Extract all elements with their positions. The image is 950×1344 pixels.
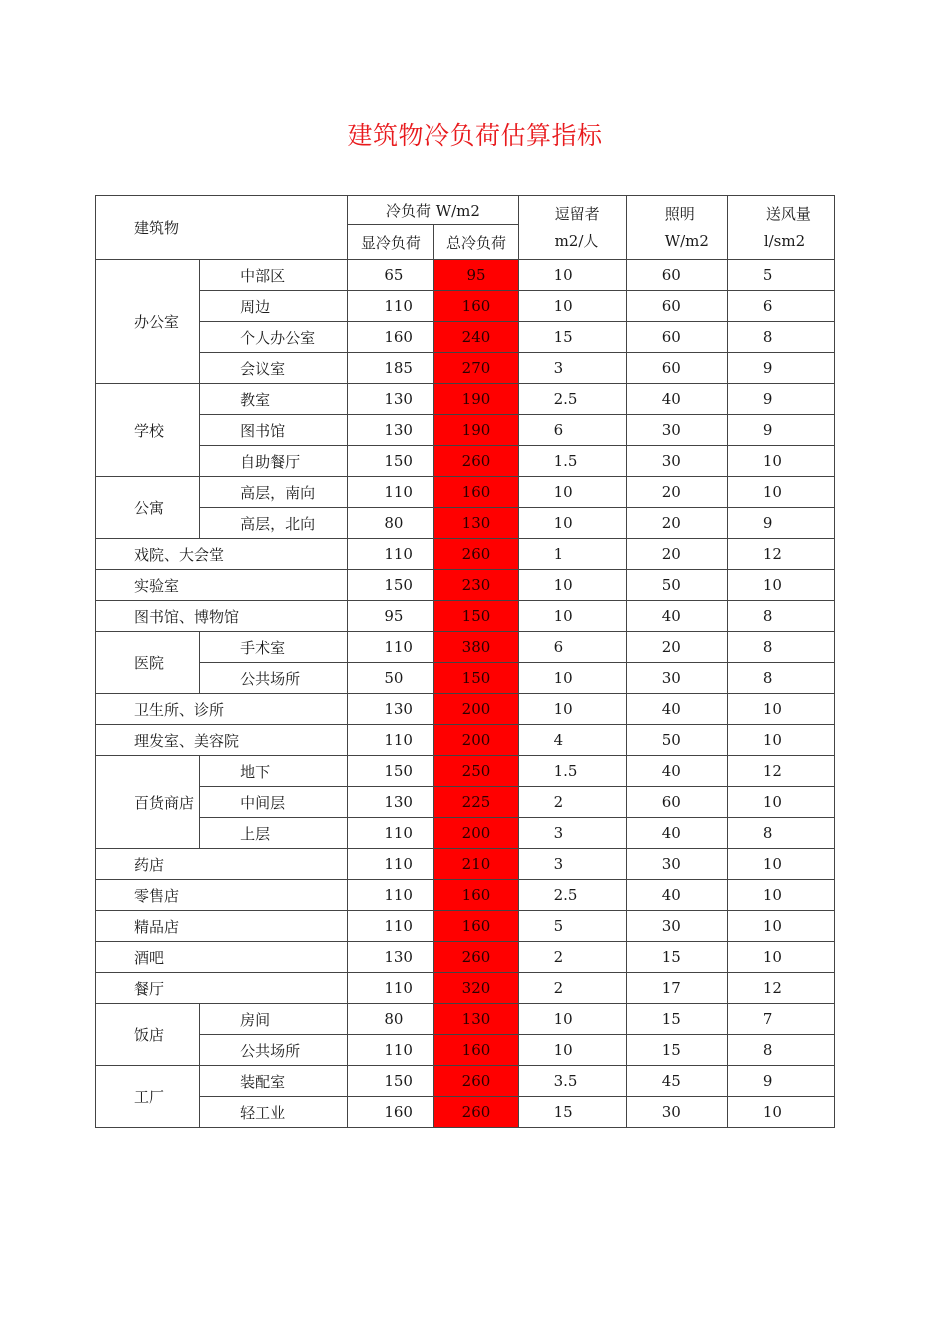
- building-subtype: 会议室: [200, 353, 348, 384]
- table-row: [96, 1004, 835, 1035]
- table-row: [96, 849, 835, 880]
- lighting-cell: 17: [626, 973, 727, 1004]
- table-row: [96, 818, 835, 849]
- building-subtype: 图书馆: [200, 415, 348, 446]
- header-lighting: [626, 196, 727, 260]
- occupancy-cell: 10: [518, 1004, 626, 1035]
- total-load-cell: 200: [434, 725, 518, 756]
- header-lighting-label: 照明: [664, 204, 695, 223]
- occupancy-cell: 3: [518, 353, 626, 384]
- occupancy-cell: 1: [518, 539, 626, 570]
- occupancy-cell: 10: [518, 260, 626, 291]
- table-row: [96, 942, 835, 973]
- table-row: [96, 260, 835, 291]
- air-volume-cell: 8: [727, 1035, 834, 1066]
- sensible-load-cell: 150: [348, 570, 434, 601]
- sensible-load-cell: 110: [348, 973, 434, 1004]
- occupancy-cell: 3: [518, 849, 626, 880]
- building-name: 药店: [96, 849, 348, 880]
- lighting-cell: 15: [626, 1035, 727, 1066]
- air-volume-cell: 9: [727, 353, 834, 384]
- header-occupancy-label: 逗留者: [554, 204, 600, 223]
- total-load-cell: 320: [434, 973, 518, 1004]
- lighting-cell: 40: [626, 694, 727, 725]
- building-group-name: 学校: [96, 384, 200, 477]
- lighting-cell: 40: [626, 756, 727, 787]
- sensible-load-cell: 110: [348, 818, 434, 849]
- header-total: 总冷负荷: [434, 225, 518, 260]
- building-subtype: 教室: [200, 384, 348, 415]
- air-volume-cell: 10: [727, 477, 834, 508]
- sensible-load-cell: 150: [348, 1066, 434, 1097]
- table-row: [96, 539, 835, 570]
- occupancy-cell: 6: [518, 415, 626, 446]
- building-group-name: 办公室: [96, 260, 200, 384]
- occupancy-cell: 1.5: [518, 756, 626, 787]
- sensible-load-cell: 65: [348, 260, 434, 291]
- building-name: 卫生所、诊所: [96, 694, 348, 725]
- building-subtype: 周边: [200, 291, 348, 322]
- table-row: [96, 1066, 835, 1097]
- table-row: [96, 291, 835, 322]
- table-row: [96, 725, 835, 756]
- occupancy-cell: 15: [518, 1097, 626, 1128]
- occupancy-cell: 10: [518, 508, 626, 539]
- lighting-cell: 50: [626, 570, 727, 601]
- occupancy-cell: 10: [518, 1035, 626, 1066]
- lighting-cell: 30: [626, 415, 727, 446]
- air-volume-cell: 12: [727, 756, 834, 787]
- sensible-load-cell: 185: [348, 353, 434, 384]
- lighting-cell: 45: [626, 1066, 727, 1097]
- building-group-name: 工厂: [96, 1066, 200, 1128]
- lighting-cell: 40: [626, 384, 727, 415]
- total-load-cell: 260: [434, 539, 518, 570]
- lighting-cell: 60: [626, 353, 727, 384]
- sensible-load-cell: 110: [348, 539, 434, 570]
- sensible-load-cell: 110: [348, 880, 434, 911]
- total-load-cell: 380: [434, 632, 518, 663]
- total-load-cell: 160: [434, 291, 518, 322]
- occupancy-cell: 1.5: [518, 446, 626, 477]
- table-row: [96, 477, 835, 508]
- lighting-cell: 40: [626, 880, 727, 911]
- table-body: [96, 260, 835, 1128]
- total-load-cell: 150: [434, 663, 518, 694]
- lighting-cell: 20: [626, 508, 727, 539]
- table-row: [96, 911, 835, 942]
- building-subtype: 个人办公室: [200, 322, 348, 353]
- occupancy-cell: 10: [518, 477, 626, 508]
- building-name: 餐厅: [96, 973, 348, 1004]
- table-row: [96, 1035, 835, 1066]
- lighting-cell: 50: [626, 725, 727, 756]
- occupancy-cell: 3: [518, 818, 626, 849]
- cooling-load-table: [95, 195, 835, 1128]
- lighting-cell: 30: [626, 849, 727, 880]
- occupancy-cell: 4: [518, 725, 626, 756]
- building-name: 戏院、大会堂: [96, 539, 348, 570]
- building-name: 理发室、美容院: [96, 725, 348, 756]
- air-volume-cell: 8: [727, 322, 834, 353]
- building-subtype: 上层: [200, 818, 348, 849]
- air-volume-cell: 10: [727, 570, 834, 601]
- air-volume-cell: 10: [727, 787, 834, 818]
- air-volume-cell: 8: [727, 632, 834, 663]
- air-volume-cell: 10: [727, 942, 834, 973]
- occupancy-cell: 3.5: [518, 1066, 626, 1097]
- building-name: 图书馆、博物馆: [96, 601, 348, 632]
- air-volume-cell: 9: [727, 384, 834, 415]
- table-row: [96, 601, 835, 632]
- table-row: [96, 446, 835, 477]
- air-volume-cell: 12: [727, 539, 834, 570]
- table-row: [96, 880, 835, 911]
- building-group-name: 饭店: [96, 1004, 200, 1066]
- total-load-cell: 160: [434, 880, 518, 911]
- sensible-load-cell: 130: [348, 942, 434, 973]
- total-load-cell: 270: [434, 353, 518, 384]
- air-volume-cell: 9: [727, 508, 834, 539]
- sensible-load-cell: 110: [348, 725, 434, 756]
- table-row: [96, 322, 835, 353]
- lighting-cell: 60: [626, 260, 727, 291]
- air-volume-cell: 10: [727, 725, 834, 756]
- table-row: [96, 353, 835, 384]
- air-volume-cell: 10: [727, 849, 834, 880]
- total-load-cell: 95: [434, 260, 518, 291]
- total-load-cell: 130: [434, 1004, 518, 1035]
- air-volume-cell: 10: [727, 911, 834, 942]
- building-subtype: 高层，南向: [200, 477, 348, 508]
- sensible-load-cell: 110: [348, 911, 434, 942]
- lighting-cell: 20: [626, 539, 727, 570]
- lighting-cell: 60: [626, 291, 727, 322]
- table-row: [96, 508, 835, 539]
- table-row: [96, 694, 835, 725]
- building-subtype: 自助餐厅: [200, 446, 348, 477]
- occupancy-cell: 2.5: [518, 880, 626, 911]
- total-load-cell: 160: [434, 911, 518, 942]
- total-load-cell: 260: [434, 446, 518, 477]
- sensible-load-cell: 150: [348, 446, 434, 477]
- building-subtype: 高层，北向: [200, 508, 348, 539]
- sensible-load-cell: 80: [348, 508, 434, 539]
- building-name: 酒吧: [96, 942, 348, 973]
- sensible-load-cell: 95: [348, 601, 434, 632]
- header-occupancy: [518, 196, 626, 260]
- table-row: [96, 1097, 835, 1128]
- building-name: 精品店: [96, 911, 348, 942]
- header-lighting-unit: W/m2: [664, 231, 709, 250]
- occupancy-cell: 6: [518, 632, 626, 663]
- building-group-name: 百货商店: [96, 756, 200, 849]
- total-load-cell: 190: [434, 384, 518, 415]
- air-volume-cell: 10: [727, 694, 834, 725]
- lighting-cell: 60: [626, 322, 727, 353]
- total-load-cell: 130: [434, 508, 518, 539]
- occupancy-cell: 10: [518, 570, 626, 601]
- lighting-cell: 20: [626, 477, 727, 508]
- sensible-load-cell: 110: [348, 632, 434, 663]
- sensible-load-cell: 110: [348, 849, 434, 880]
- air-volume-cell: 5: [727, 260, 834, 291]
- total-load-cell: 225: [434, 787, 518, 818]
- air-volume-cell: 6: [727, 291, 834, 322]
- total-load-cell: 200: [434, 694, 518, 725]
- lighting-cell: 30: [626, 663, 727, 694]
- air-volume-cell: 8: [727, 663, 834, 694]
- air-volume-cell: 8: [727, 818, 834, 849]
- building-subtype: 手术室: [200, 632, 348, 663]
- building-subtype: 中间层: [200, 787, 348, 818]
- occupancy-cell: 2: [518, 942, 626, 973]
- table-row: [96, 384, 835, 415]
- air-volume-cell: 9: [727, 1066, 834, 1097]
- table-row: [96, 415, 835, 446]
- table-row: [96, 570, 835, 601]
- total-load-cell: 150: [434, 601, 518, 632]
- total-load-cell: 230: [434, 570, 518, 601]
- total-load-cell: 260: [434, 1066, 518, 1097]
- header-occupancy-unit: m2/人: [554, 231, 599, 250]
- table-row: [96, 632, 835, 663]
- building-subtype: 装配室: [200, 1066, 348, 1097]
- lighting-cell: 20: [626, 632, 727, 663]
- lighting-cell: 30: [626, 446, 727, 477]
- sensible-load-cell: 130: [348, 694, 434, 725]
- occupancy-cell: 10: [518, 291, 626, 322]
- table-row: [96, 756, 835, 787]
- sensible-load-cell: 130: [348, 415, 434, 446]
- lighting-cell: 40: [626, 601, 727, 632]
- air-volume-cell: 12: [727, 973, 834, 1004]
- total-load-cell: 160: [434, 1035, 518, 1066]
- total-load-cell: 190: [434, 415, 518, 446]
- total-load-cell: 160: [434, 477, 518, 508]
- building-subtype: 公共场所: [200, 663, 348, 694]
- total-load-cell: 250: [434, 756, 518, 787]
- building-subtype: 中部区: [200, 260, 348, 291]
- occupancy-cell: 15: [518, 322, 626, 353]
- occupancy-cell: 10: [518, 601, 626, 632]
- header-air-volume: [727, 196, 834, 260]
- occupancy-cell: 5: [518, 911, 626, 942]
- lighting-cell: 60: [626, 787, 727, 818]
- page-title: 建筑物冷负荷估算指标: [347, 121, 603, 150]
- air-volume-cell: 8: [727, 601, 834, 632]
- building-name: 零售店: [96, 880, 348, 911]
- air-volume-cell: 10: [727, 446, 834, 477]
- total-load-cell: 260: [434, 942, 518, 973]
- occupancy-cell: 2: [518, 973, 626, 1004]
- header-air-label: 送风量: [765, 204, 811, 223]
- total-load-cell: 210: [434, 849, 518, 880]
- table-row: [96, 663, 835, 694]
- air-volume-cell: 10: [727, 1097, 834, 1128]
- occupancy-cell: 2.5: [518, 384, 626, 415]
- header-sensible: 显冷负荷: [348, 225, 434, 260]
- air-volume-cell: 10: [727, 880, 834, 911]
- building-name: 实验室: [96, 570, 348, 601]
- lighting-cell: 30: [626, 911, 727, 942]
- total-load-cell: 260: [434, 1097, 518, 1128]
- air-volume-cell: 9: [727, 415, 834, 446]
- sensible-load-cell: 110: [348, 291, 434, 322]
- sensible-load-cell: 110: [348, 477, 434, 508]
- sensible-load-cell: 150: [348, 756, 434, 787]
- lighting-cell: 15: [626, 942, 727, 973]
- table-row: [96, 973, 835, 1004]
- lighting-cell: 40: [626, 818, 727, 849]
- building-subtype: 公共场所: [200, 1035, 348, 1066]
- total-load-cell: 200: [434, 818, 518, 849]
- header-cooling-load: 冷负荷 W/m2: [348, 196, 518, 225]
- occupancy-cell: 2: [518, 787, 626, 818]
- header-building: 建筑物: [96, 196, 348, 260]
- sensible-load-cell: 130: [348, 787, 434, 818]
- sensible-load-cell: 110: [348, 1035, 434, 1066]
- building-subtype: 地下: [200, 756, 348, 787]
- sensible-load-cell: 160: [348, 322, 434, 353]
- building-group-name: 医院: [96, 632, 200, 694]
- occupancy-cell: 10: [518, 663, 626, 694]
- sensible-load-cell: 80: [348, 1004, 434, 1035]
- sensible-load-cell: 130: [348, 384, 434, 415]
- sensible-load-cell: 50: [348, 663, 434, 694]
- building-group-name: 公寓: [96, 477, 200, 539]
- table-row: [96, 787, 835, 818]
- lighting-cell: 15: [626, 1004, 727, 1035]
- occupancy-cell: 10: [518, 694, 626, 725]
- sensible-load-cell: 160: [348, 1097, 434, 1128]
- building-subtype: 轻工业: [200, 1097, 348, 1128]
- air-volume-cell: 7: [727, 1004, 834, 1035]
- lighting-cell: 30: [626, 1097, 727, 1128]
- total-load-cell: 240: [434, 322, 518, 353]
- header-air-unit: l/sm2: [763, 231, 806, 250]
- building-subtype: 房间: [200, 1004, 348, 1035]
